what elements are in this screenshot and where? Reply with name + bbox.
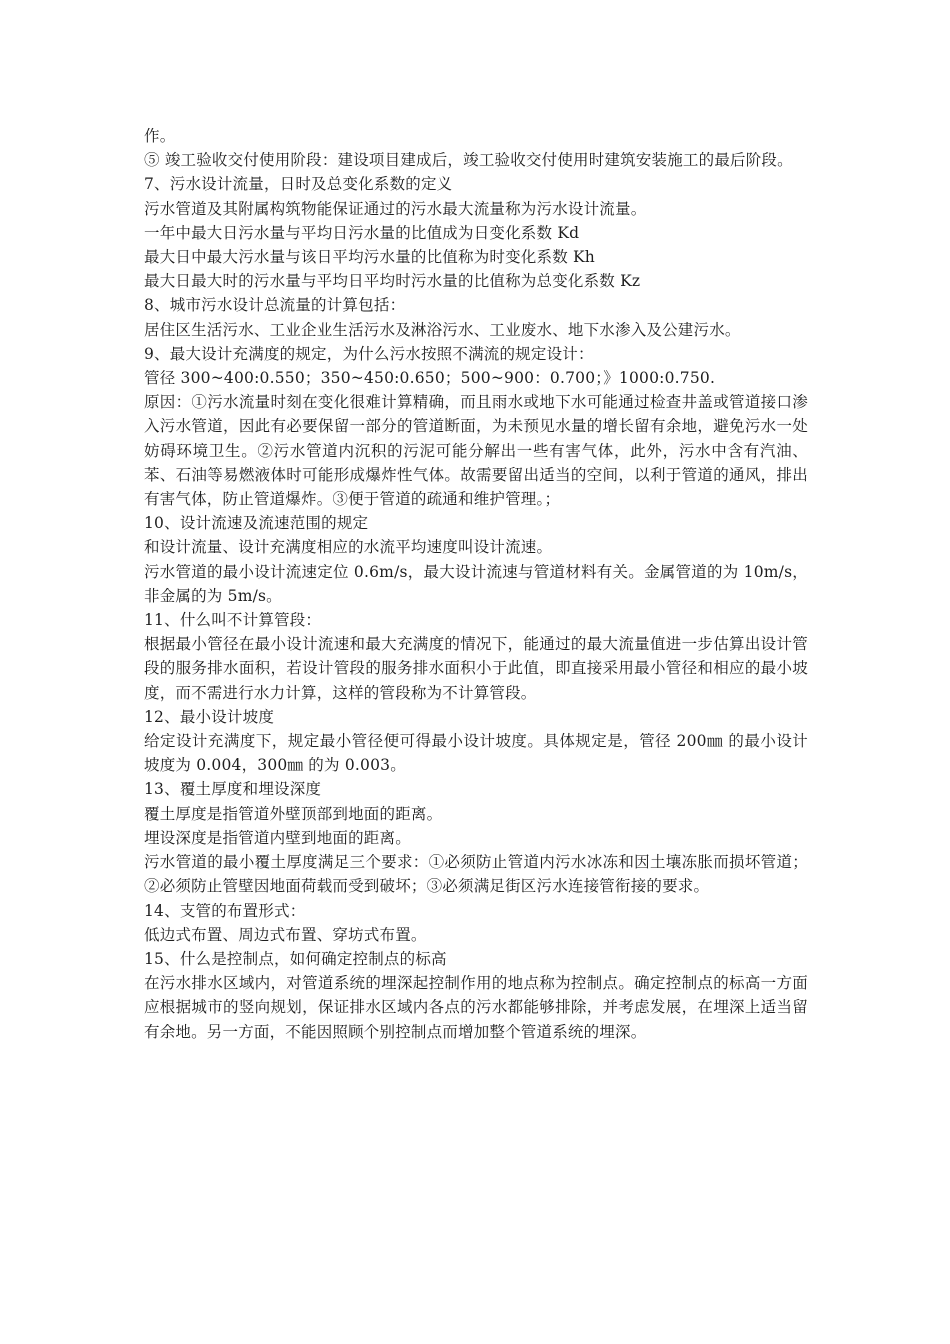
section-heading: 10、设计流速及流速范围的规定	[144, 514, 369, 533]
paragraph: 污水管道的最小设计流速定位 0.6m/s，最大设计流速与管道材料有关。金属管道的为 10m/s，非金属的为 5m/s。	[144, 562, 808, 605]
section-heading: 8、城市污水设计总流量的计算包括：	[144, 296, 406, 315]
section-heading: 12、最小设计坡度	[144, 707, 275, 726]
section-heading: 11、什么叫不计算管段：	[144, 611, 322, 630]
paragraph: 埋设深度是指管道内壁到地面的距离。	[144, 828, 411, 847]
paragraph: 给定设计充满度下，规定最小管径便可得最小设计坡度。具体规定是，管径 200㎜ 的最小设计坡度为 0.004，300㎜ 的为 0.003。	[144, 732, 808, 775]
section-heading: 9、最大设计充满度的规定，为什么污水按照不满流的规定设计：	[144, 344, 594, 363]
paragraph: 管径 300~400:0.550；350~450:0.650；500~900：0.700；》1000:0.750.	[144, 369, 716, 388]
paragraph: 居住区生活污水、工业企业生活污水及淋浴污水、工业废水、地下水渗入及公建污水。	[144, 320, 741, 339]
paragraph: 最大日最大时的污水量与平均日平均时污水量的比值称为总变化系数 Kz	[144, 272, 641, 291]
paragraph: 一年中最大日污水量与平均日污水量的比值成为日变化系数 Kd	[144, 223, 580, 242]
document-body	[144, 124, 808, 1044]
paragraph: ⑤ 竣工验收交付使用阶段：建设项目建成后，竣工验收交付使用时建筑安装施工的最后阶段。	[144, 151, 793, 170]
paragraph: 污水管道的最小覆土厚度满足三个要求：①必须防止管道内污水冰冻和因土壤冻胀而损坏管道；②必须防止管壁因地面荷载而受到破坏；③必须满足街区污水连接管衔接的要求。	[144, 853, 808, 896]
section-heading: 13、覆土厚度和埋设深度	[144, 780, 322, 799]
paragraph: 原因：①污水流量时刻在变化很难计算精确，而且雨水或地下水可能通过检查井盖或管道接口渗入污水管道，因此有必要保留一部分的管道断面，为未预见水量的增长留有余地，避免污水一处妨碍环境卫生。②污水管道内沉积的污泥可能分解出一些有害气体，此外，污水中含有汽油、苯、石油等易燃液体时可能形成爆炸性气体。故需要留出适当的空间，以利于管道的通风，排出有害气体，防止管道爆炸。③便于管道的疏通和维护管理。；	[144, 393, 808, 509]
paragraph: 覆土厚度是指管道外壁顶部到地面的距离。	[144, 804, 443, 823]
section-heading: 14、支管的布置形式：	[144, 901, 306, 920]
paragraph: 最大日中最大污水量与该日平均污水量的比值称为时变化系数 Kh	[144, 248, 595, 267]
section-heading: 15、什么是控制点，如何确定控制点的标高	[144, 949, 447, 968]
paragraph: 和设计流量、设计充满度相应的水流平均速度叫设计流速。	[144, 538, 553, 557]
paragraph: 在污水排水区域内，对管道系统的埋深起控制作用的地点称为控制点。确定控制点的标高一方面应根据城市的竖向规划，保证排水区域内各点的污水都能够排除，并考虑发展，在埋深上适当留有余地。另一方面，不能因照顾个别控制点而增加整个管道系统的埋深。	[144, 974, 808, 1041]
paragraph: 根据最小管径在最小设计流速和最大充满度的情况下，能通过的最大流量值进一步估算出设计管段的服务排水面积，若设计管段的服务排水面积小于此值，即直接采用最小管径和相应的最小坡度，而不需进行水力计算，这样的管段称为不计算管段。	[144, 635, 808, 702]
paragraph: 作。	[144, 127, 176, 145]
paragraph: 低边式布置、周边式布置、穿坊式布置。	[144, 925, 427, 944]
section-heading: 7、污水设计流量，日时及总变化系数的定义	[144, 175, 453, 194]
paragraph: 污水管道及其附属构筑物能保证通过的污水最大流量称为污水设计流量。	[144, 199, 647, 218]
